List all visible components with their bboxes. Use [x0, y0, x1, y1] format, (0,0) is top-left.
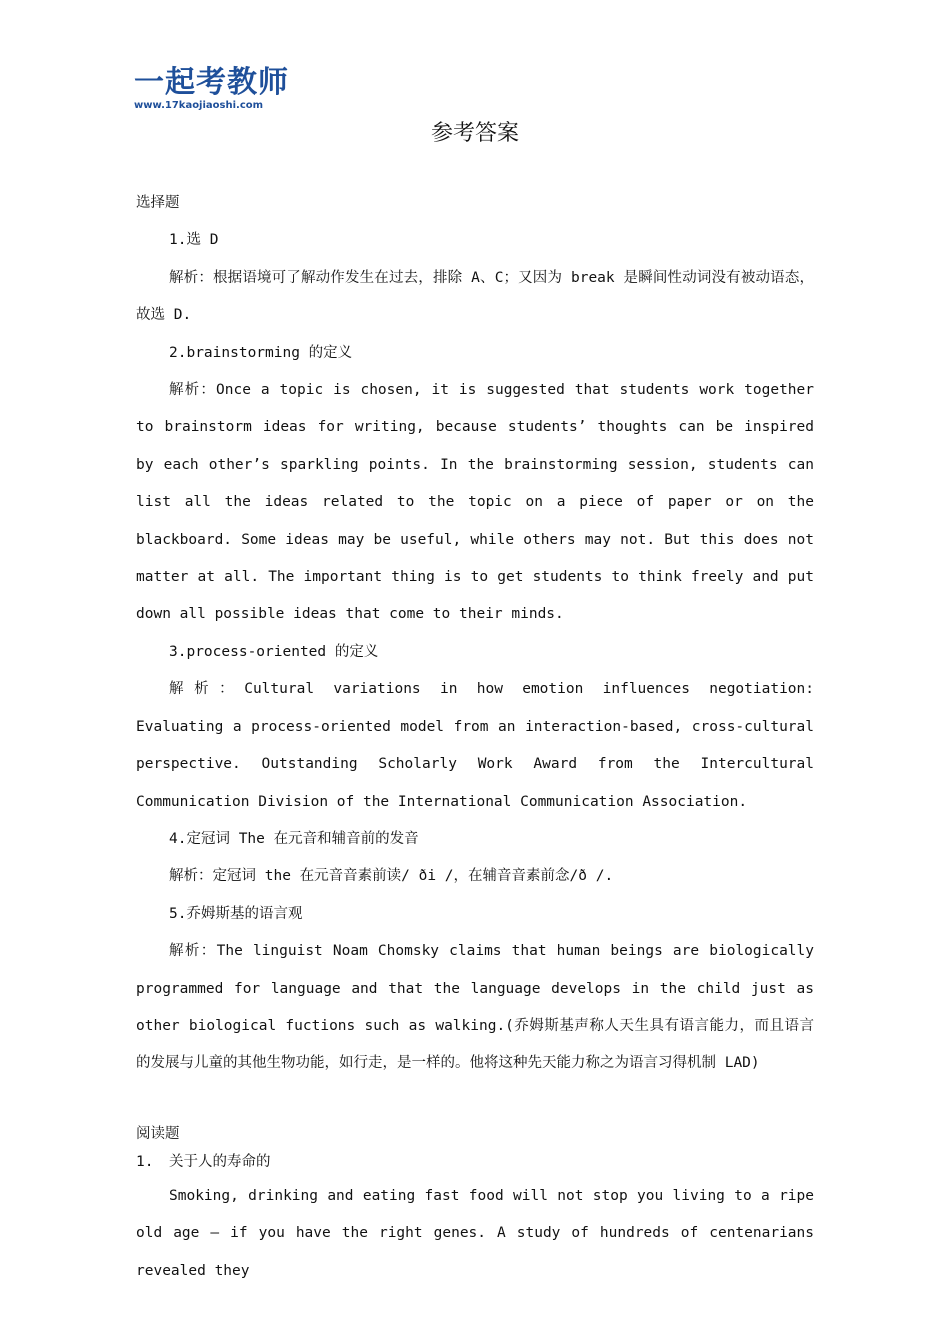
reading-item-1-number: 1.: [136, 1153, 154, 1170]
question-2-head: 2.brainstorming 的定义: [169, 344, 353, 361]
page-title: 参考答案: [430, 121, 519, 146]
brand-name: 一起考教师: [134, 65, 289, 100]
question-5-analysis: 解析：The linguist Noam Chomsky claims that human beings are biologically programmed for language and that the language develops in the child just as other biological fuctions such as walking.(乔姆斯基声称人天生具有语言能力，而且语言的发展与儿童的其他生物功能，如行走，是一样的。他将这种先天能力称之为语言习得机制 LAD): [136, 943, 814, 1072]
question-3-analysis: 解析：Cultural variations in how emotion influences negotiation: Evaluating a process-oriented model from an interaction-based, cross-cultural perspective. Outstanding Scholarly Work Award from the Intercultural Communication Division of the International Communication Association.: [136, 681, 814, 810]
brand-logo: [134, 66, 304, 112]
question-3-head: 3.process-oriented 的定义: [169, 643, 379, 660]
question-1-analysis: 解析：根据语境可了解动作发生在过去，排除 A、C；又因为 break 是瞬间性动词没有被动语态，故选 D.: [136, 269, 814, 324]
choice-section-heading: 选择题: [136, 195, 180, 211]
reading-item-1-topic: 关于人的寿命的: [169, 1153, 271, 1170]
question-1-head: 1.选 D: [169, 232, 219, 249]
question-5-head: 5.乔姆斯基的语言观: [169, 905, 303, 922]
reading-item-1-text: Smoking, drinking and eating fast food will not stop you living to a ripe old age – if you have the right genes. A study of hundreds of centenarians revealed they: [136, 1187, 814, 1279]
document-body: [136, 185, 814, 1290]
question-4-analysis: 解析：定冠词 the 在元音音素前读/ ði /，在辅音音素前念/ð /.: [169, 868, 614, 885]
reading-section-heading: 阅读题: [136, 1125, 180, 1142]
section-gap: [136, 1083, 814, 1120]
reading-item-1-title: [136, 1146, 814, 1178]
brand-url: www.17kaojiaoshi.com: [134, 100, 264, 111]
question-2-analysis: 解析：Once a topic is chosen, it is suggested that students work together to brainstorm ideas for writing, because students’ thoughts can be inspired by each other’s sparkling points. In the brainstorming session, students can list all the ideas related to the topic on a piece of paper or on the blackboard. Some ideas may be useful, while others may not. But this does not matter at all. The important thing is to get students to think freely and put down all possible ideas that come to their minds.: [136, 382, 814, 623]
question-4-head: 4.定冠词 The 在元音和辅音前的发音: [169, 830, 419, 847]
